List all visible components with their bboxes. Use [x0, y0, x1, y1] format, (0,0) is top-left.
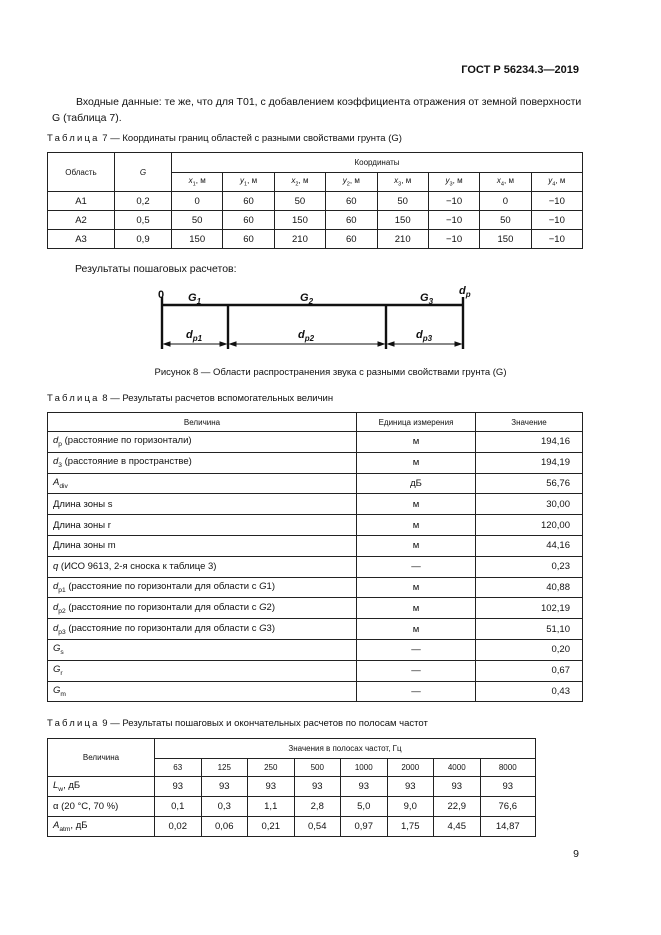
table-cell: 50 [274, 192, 325, 211]
table-cell: q (ИСО 9613, 2-я сноска к таблице 3) [48, 556, 357, 577]
table-cell: 93 [480, 777, 536, 797]
table-row [48, 432, 583, 453]
table9-freq-header: 8000 [480, 759, 536, 777]
table-cell: Длина зоны m [48, 535, 357, 556]
table-cell: 93 [248, 777, 295, 797]
table8-header-unit: Единица измерения [357, 413, 476, 432]
table9-caption-prefix: Таблица [47, 718, 100, 729]
table-cell: А3 [48, 230, 115, 249]
table-cell: А1 [48, 192, 115, 211]
table9-header-quantity: Величина [48, 739, 155, 777]
table-cell: м [357, 598, 476, 619]
table-cell: 150 [377, 211, 428, 230]
table9-header-values: Значения в полосах частот, Гц [155, 739, 536, 759]
table-cell: 1,1 [248, 797, 295, 817]
table-cell: 210 [377, 230, 428, 249]
table8-header-value: Значение [476, 413, 583, 432]
figure-dp3-label: $d_{p3}$ [416, 329, 433, 343]
table7-coord-header: $y_2$, м [326, 173, 377, 192]
table-cell: 0,9 [115, 230, 172, 249]
table-cell: м [357, 577, 476, 598]
table-cell: м [357, 619, 476, 640]
table-cell: 44,16 [476, 535, 583, 556]
table7-caption-text: — Координаты границ областей с разными свойствами грунта (G) [110, 133, 402, 144]
table-cell: 93 [387, 777, 434, 797]
table-cell: 60 [223, 192, 274, 211]
table-cell: 0,97 [341, 817, 388, 837]
table-cell: 93 [341, 777, 388, 797]
table7-coord-header: $x_3$, м [377, 173, 428, 192]
table-cell: 0,02 [155, 817, 202, 837]
table-cell: 60 [223, 211, 274, 230]
table8-header-quantity: Величина [48, 413, 357, 432]
table-cell: Длина зоны r [48, 515, 357, 536]
table9-freq-header: 500 [294, 759, 341, 777]
table-cell: α (20 °С, 70 %) [48, 797, 155, 817]
table-cell: м [357, 515, 476, 536]
table-cell: 60 [326, 211, 377, 230]
table-cell: $G_m$ [48, 681, 357, 702]
table-cell: 0,5 [115, 211, 172, 230]
document-header: ГОСТ Р 56234.3—2019 [461, 64, 579, 76]
table7-coord-header: $y_3$, м [428, 173, 479, 192]
table-row [48, 797, 536, 817]
table-row [48, 515, 583, 536]
table-cell: −10 [531, 192, 582, 211]
table-cell: 50 [377, 192, 428, 211]
table-row [48, 619, 583, 640]
table7 [47, 152, 583, 249]
table-cell: $d_{p3}$ (расстояние по горизонтали для области с G3) [48, 619, 357, 640]
results-label: Результаты пошаговых расчетов: [75, 263, 237, 275]
table-cell: 0,54 [294, 817, 341, 837]
table8 [47, 412, 583, 702]
table-cell: 4,45 [434, 817, 481, 837]
table-cell: м [357, 494, 476, 515]
table-cell: 93 [155, 777, 202, 797]
table-cell: 210 [274, 230, 325, 249]
table8-caption-num: 8 [102, 393, 108, 404]
table-cell: 0,20 [476, 639, 583, 660]
table-cell: 0,43 [476, 681, 583, 702]
table-cell: 2,8 [294, 797, 341, 817]
table-row [48, 577, 583, 598]
table-cell: 50 [480, 211, 531, 230]
table-cell: — [357, 556, 476, 577]
table-cell: −10 [531, 230, 582, 249]
table-cell: — [357, 660, 476, 681]
table-cell: 0,67 [476, 660, 583, 681]
table-cell: 93 [294, 777, 341, 797]
table-cell: 14,87 [480, 817, 536, 837]
table-row [48, 473, 583, 494]
table-cell: 60 [223, 230, 274, 249]
table7-coord-header: $y_4$, м [531, 173, 582, 192]
table7-caption-num: 7 [102, 133, 108, 144]
table-cell: 0,23 [476, 556, 583, 577]
table-cell: 0,2 [115, 192, 172, 211]
table-cell: А2 [48, 211, 115, 230]
table-cell: $G_r$ [48, 660, 357, 681]
table9-freq-header: 1000 [341, 759, 388, 777]
table-row [48, 535, 583, 556]
table-cell: 22,9 [434, 797, 481, 817]
table-cell: 76,6 [480, 797, 536, 817]
table-cell: 194,19 [476, 452, 583, 473]
table-cell: 0,21 [248, 817, 295, 837]
table8-caption-text: — Результаты расчетов вспомогательных величин [110, 393, 334, 404]
table-cell: 56,76 [476, 473, 583, 494]
table-cell: Длина зоны s [48, 494, 357, 515]
figure-g1-label: $G_1$ [188, 292, 202, 306]
table7-coord-header: $y_1$, м [223, 173, 274, 192]
page-number: 9 [573, 848, 579, 860]
table-cell: $G_s$ [48, 639, 357, 660]
table8-caption [47, 393, 333, 404]
table-row [48, 660, 583, 681]
table-cell: $d_{p1}$ (расстояние по горизонтали для области с G1) [48, 577, 357, 598]
table-cell: 93 [434, 777, 481, 797]
table9-freq-header: 63 [155, 759, 202, 777]
table-row [48, 639, 583, 660]
table-cell: 1,75 [387, 817, 434, 837]
table-cell: 30,00 [476, 494, 583, 515]
table9-freq-header: 2000 [387, 759, 434, 777]
figure8-caption: Рисунок 8 — Области распространения звука с разными свойствами грунта (G) [154, 367, 507, 378]
table-cell: −10 [531, 211, 582, 230]
table9-freq-header: 125 [201, 759, 248, 777]
table-cell: 150 [480, 230, 531, 249]
table-row [48, 452, 583, 473]
table9-freq-header: 4000 [434, 759, 481, 777]
table-cell: 150 [172, 230, 223, 249]
figure-dp-label: $d_p$ [459, 285, 471, 299]
table-cell: −10 [428, 211, 479, 230]
table-cell: 0 [480, 192, 531, 211]
intro-paragraph: Входные данные: те же, что для Т01, с добавлением коэффициента отражения от земной поверхности G (таблица 7). [52, 96, 582, 124]
table7-coord-header: $x_4$, м [480, 173, 531, 192]
table-cell: м [357, 432, 476, 453]
figure-g3-label: $G_3$ [420, 292, 434, 306]
table-row [48, 230, 583, 249]
table-cell: 93 [201, 777, 248, 797]
figure-origin-label: 0 [158, 289, 165, 301]
table7-header-coords: Координаты [172, 153, 583, 173]
table-cell: $d_p$ (расстояние по горизонтали) [48, 432, 357, 453]
table-cell: 51,10 [476, 619, 583, 640]
table9 [47, 738, 536, 837]
table-cell: 0,3 [201, 797, 248, 817]
figure8-diagram [150, 283, 480, 355]
figure-g2-label: $G_2$ [300, 292, 314, 306]
table-cell: — [357, 681, 476, 702]
table-row [48, 681, 583, 702]
table-cell: м [357, 452, 476, 473]
table9-caption-num: 9 [102, 718, 108, 729]
table-cell: 5,0 [341, 797, 388, 817]
table-cell: 9,0 [387, 797, 434, 817]
table-cell: 102,19 [476, 598, 583, 619]
table-cell: 150 [274, 211, 325, 230]
table-cell: 60 [326, 230, 377, 249]
table-cell: $A_{atm}$, дБ [48, 817, 155, 837]
figure-dp2-label: $d_{p2}$ [298, 329, 315, 343]
table-row [48, 817, 536, 837]
table-cell: 194,16 [476, 432, 583, 453]
table-cell: −10 [428, 192, 479, 211]
table9-freq-header: 250 [248, 759, 295, 777]
table-cell: 40,88 [476, 577, 583, 598]
table-cell: 50 [172, 211, 223, 230]
table-row [48, 556, 583, 577]
table-cell: $d_{p2}$ (расстояние по горизонтали для области с G2) [48, 598, 357, 619]
table7-header-area: Область [48, 153, 115, 192]
table-cell: 60 [326, 192, 377, 211]
table-cell: 120,00 [476, 515, 583, 536]
table-row [48, 777, 536, 797]
table9-caption [47, 718, 428, 729]
table8-caption-prefix: Таблица [47, 393, 100, 404]
table-cell: м [357, 535, 476, 556]
figure-dp1-label: $d_{p1}$ [186, 329, 203, 343]
table9-caption-text: — Результаты пошаговых и окончательных расчетов по полосам частот [110, 718, 428, 729]
table-row [48, 211, 583, 230]
table-cell: $L_w$, дБ [48, 777, 155, 797]
table-cell: 0,06 [201, 817, 248, 837]
table7-coord-header: $x_1$, м [172, 173, 223, 192]
table-cell: −10 [428, 230, 479, 249]
table-cell: 0,1 [155, 797, 202, 817]
table-cell: $A_{div}$ [48, 473, 357, 494]
table7-coord-header: $x_2$, м [274, 173, 325, 192]
table-cell: — [357, 639, 476, 660]
table7-caption [47, 133, 402, 144]
table7-caption-prefix: Таблица [47, 133, 100, 144]
table-row [48, 494, 583, 515]
table-row [48, 598, 583, 619]
table7-header-g: G [115, 153, 172, 192]
table-cell: $d_3$ (расстояние в пространстве) [48, 452, 357, 473]
table-row [48, 192, 583, 211]
table-cell: 0 [172, 192, 223, 211]
table-cell: дБ [357, 473, 476, 494]
